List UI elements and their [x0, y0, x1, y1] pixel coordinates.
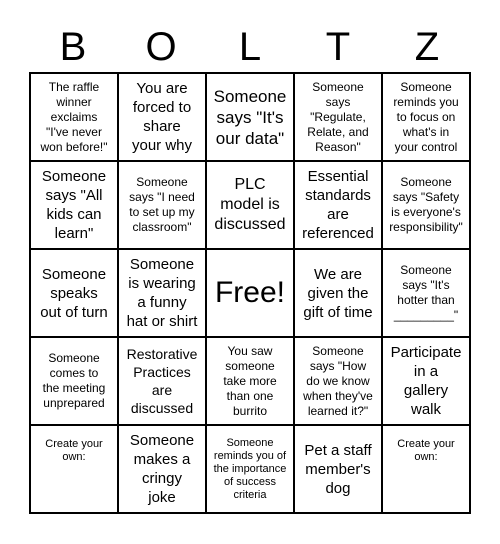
cell-text: Someone says "How do we know when they've learned it?"	[303, 343, 373, 418]
header-letter-3: L	[238, 25, 262, 69]
bingo-cell[interactable]	[294, 73, 382, 161]
create-your-own-cell[interactable]	[30, 425, 118, 513]
cell-text: Someone reminds you to focus on what's in your control	[393, 79, 459, 154]
create-your-own-cell[interactable]	[382, 425, 470, 513]
bingo-cell[interactable]	[118, 73, 206, 161]
bingo-cell[interactable]	[30, 73, 118, 161]
cell-text: Someone is wearing a funny hat or shirt	[126, 256, 198, 330]
bingo-cell[interactable]	[118, 337, 206, 425]
cell-text: You are forced to share your why	[131, 80, 193, 154]
bingo-cell[interactable]	[118, 161, 206, 249]
cell-text: PLC model is discussed	[214, 176, 286, 233]
cell-text: Restorative Practices are discussed	[126, 346, 198, 416]
header-letter-4: T	[325, 25, 351, 69]
free-space[interactable]	[206, 249, 294, 337]
bingo-cell[interactable]	[30, 337, 118, 425]
bingo-cell[interactable]	[206, 161, 294, 249]
bingo-cell[interactable]	[30, 161, 118, 249]
cell-text: Someone says "Safety is everyone's responsibility"	[389, 175, 463, 234]
bingo-cell[interactable]	[382, 73, 470, 161]
bingo-cell[interactable]	[206, 73, 294, 161]
cell-text: Essential standards are referenced	[302, 168, 374, 242]
cell-text: Pet a staff member's dog	[304, 441, 372, 497]
bingo-cell[interactable]	[118, 425, 206, 513]
cell-text: Someone comes to the meeting unprepared	[42, 351, 106, 410]
free-space-text: Free!	[214, 276, 286, 309]
cell-text: Create your own:	[397, 438, 455, 463]
cell-text: We are given the gift of time	[303, 265, 373, 321]
bingo-board	[29, 72, 471, 514]
bingo-cell[interactable]	[382, 249, 470, 337]
cell-text: Someone says "It's our data"	[213, 86, 287, 148]
cell-text: The raffle winner exclaims "I've never won before!"	[40, 79, 108, 154]
cell-text: Someone speaks out of turn	[40, 265, 108, 321]
bingo-cell[interactable]	[206, 425, 294, 513]
cell-text: You saw someone take more than one burrito	[223, 343, 277, 418]
header-letter-2: O	[145, 25, 177, 69]
bingo-cell[interactable]	[294, 161, 382, 249]
cell-text: Someone says "It's hotter than _________"	[393, 263, 459, 322]
bingo-cell[interactable]	[206, 337, 294, 425]
cell-text: Someone reminds you of the importance of success criteria	[213, 436, 287, 501]
cell-text: Someone makes a cringy joke	[129, 432, 195, 506]
bingo-cell[interactable]	[118, 249, 206, 337]
cell-text: Someone says "All kids can learn"	[41, 168, 107, 242]
cell-text: Someone says "I need to set up my classroom"	[129, 175, 195, 234]
header-letter-5: Z	[414, 25, 440, 69]
bingo-cell[interactable]	[294, 425, 382, 513]
bingo-cell[interactable]	[30, 249, 118, 337]
cell-text: Participate in a gallery walk	[390, 344, 462, 418]
bingo-cell[interactable]	[382, 161, 470, 249]
header-letter-1: B	[59, 25, 87, 69]
cell-text: Someone says "Regulate, Relate, and Reason"	[307, 79, 369, 154]
bingo-cell[interactable]	[382, 337, 470, 425]
cell-text: Create your own:	[45, 438, 103, 463]
bingo-header	[29, 22, 471, 72]
bingo-cell[interactable]	[294, 249, 382, 337]
bingo-cell[interactable]	[294, 337, 382, 425]
